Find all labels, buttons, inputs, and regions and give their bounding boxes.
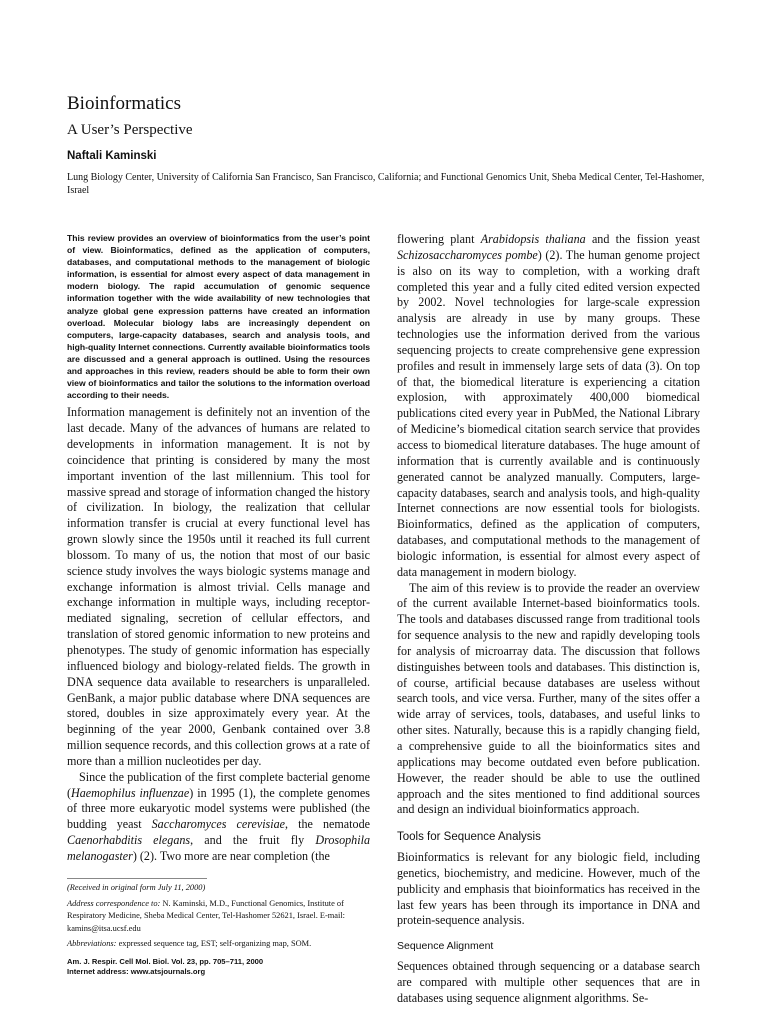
footnotes <box>67 878 370 977</box>
subsection-heading-alignment: Sequence Alignment <box>397 940 494 953</box>
right-column <box>397 232 700 1007</box>
abbreviations: Abbreviations: expressed sequence tag, EST; self-organizing map, SOM. <box>67 939 312 948</box>
body-paragraph-1: Information management is definitely not an invention of the last decade. Many of the advances of humans are related to developments in information management. It is not by coincidence that printing is considered by many the most important invention of the last millennium. This tool for massive spread and storage of information changed the history of civilization. In biology, the realization that cellular information transfer is crucial at every functional level has grown slowly since the 1950s until it reached its full current blossom. To many of us, the notion that most of our basic science study involves the ways biologic systems manage and exchange information is almost trivial. Cells manage and exchange information in multiple ways, including receptor-mediated signaling, secretion of cellular effectors, and translation of stored genomic information to new proteins and phenotypes. The study of genomic information has especially influenced biology and biology-related fields. The growth in DNA sequence data available to researchers is unparalleled. GenBank, a major public database where DNA sequences are stored, doubles in size approximately every year. At the beginning of the year 2000, Genbank contained over 3.8 million sequence records, and this collection grows at a rate of more than a million nucleotides per day. <box>67 405 370 768</box>
correspondence-address: Address correspondence to: N. Kaminski, M.D., Functional Genomics, Institute of Respiratory Medicine, Sheba Medical Center, Tel-Hashomer 52621, Israel. E-mail: kamins@itsa.ucsf.edu <box>67 898 346 933</box>
body-paragraph-5: Bioinformatics is relevant for any biologic field, including genetics, biochemistry, and medicine. However, much of the publicity and emphasis that bioinformatics has received in the last few years has been through its importance in DNA and protein-sequence analysis. <box>397 850 700 928</box>
body-paragraph-4: The aim of this review is to provide the reader an overview of the current available Internet-based bioinformatics tools. The tools and databases discussed range from traditional tools for sequence analysis to the new and rapidly developing tools for analysis of microarray data. The discussion that follows distinguishes between tools and databases. This distinction is, of course, artificial because databases are useless without search tools, and vice versa. Further, many of the sites offer a wide array of services, tools, databases, and useful links to other sites. Naturally, because this is a rapidly changing field, a comprehensive guide to all the bioinformatics sites and applications may become outdated even before publication. However, the reader should be able to use the outlined approach and the sites mentioned to find additional sources and design an individual bioinformatics approach. <box>397 580 700 817</box>
footnote-rule <box>67 878 207 879</box>
abstract: This review provides an overview of bioinformatics from the user’s point of view. Bioinformatics, defined as the application of computers, databases, and computational methods to the management of biologic information, is essential for almost every aspect of data management in modern biology. The rapid accumulation of genomic sequence information together with the wide availability of new technologies that analyze global gene expression patterns have created an information overload. Molecular biology labs are increasingly dependent on computers, large-capacity databases, search and analysis tools, and high-quality Internet connections. Currently available bioinformatics tools are discussed and a general approach is outlined. Using the resources and approaches in this review, readers should be able to form their own view of bioinformatics and tailor the solutions to the information overload according to their needs. <box>67 233 370 401</box>
body-paragraph-6: Sequences obtained through sequencing or a database search are compared with multiple other sequences that are in databases using sequence alignment algorithms. Se- <box>397 959 700 1005</box>
journal-citation: Am. J. Respir. Cell Mol. Biol. Vol. 23, pp. 705–711, 2000 Internet address: www.atsjournals.org <box>67 956 264 976</box>
article-header <box>67 92 707 197</box>
author-name: Naftali Kaminski <box>67 150 157 162</box>
received-date: (Received in original form July 11, 2000) <box>67 883 206 892</box>
internet-address: Internet address: www.atsjournals.org <box>67 966 206 976</box>
section-heading-tools: Tools for Sequence Analysis <box>397 831 541 844</box>
article-subtitle: A User’s Perspective <box>67 122 193 138</box>
left-column <box>67 232 370 865</box>
body-paragraph-2: Since the publication of the first complete bacterial genome (Haemophilus influenzae) in 1995 (1), the complete genomes of three more eukaryotic model systems were published (the budding yeast Saccharomyces cerevisiae, the nematode Caenorhabditis elegans, and the fruit fly Drosophila melanogaster) (2). Two more are near completion (the <box>67 769 370 863</box>
body-paragraph-3: flowering plant Arabidopsis thaliana and the fission yeast Schizosaccharomyces pombe) (2). The human genome project is also on its way to completion, with a working draft completed this year and a fully cited edited version expected by 2002. Novel technologies for large-scale expression analysis are already in use by many groups. These technologies use the information derived from the various sequencing projects to create comprehensive gene expression profiles and result in immensely large sets of data (3). On top of that, the biomedical literature is experiencing a citation explosion, with approximately 400,000 biomedical publications cited every year in PubMed, the National Library of Medicine’s biomedical citation search service that provides access to biomedical literature databases. The huge amount of information that is currently available and is continuously generated cannot be analyzed manually. Computers, large-capacity databases, search and analysis tools, and high-quality Internet connections are now essential tools for biologists. Bioinformatics, defined as the application of computers, databases, and computational methods to the management of biologic information, is essential for almost every aspect of data management in modern biology. <box>397 232 700 579</box>
author-affiliation: Lung Biology Center, University of California San Francisco, San Francisco, California; and Functional Genomics Unit, Sheba Medical Center, Tel-Hashomer, Israel <box>67 172 705 196</box>
article-title: Bioinformatics <box>67 93 181 114</box>
